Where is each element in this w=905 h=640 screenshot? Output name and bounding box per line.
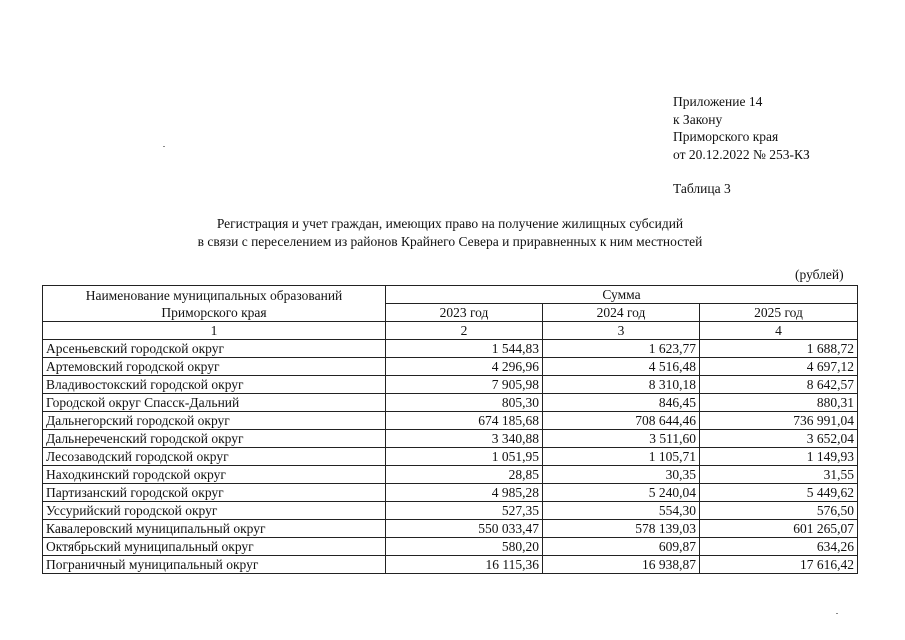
amount-2025: 1 688,72 xyxy=(700,340,858,358)
amount-2023: 3 340,88 xyxy=(386,430,543,448)
annex-line: Приложение 14 xyxy=(673,94,763,109)
amount-2024: 846,45 xyxy=(543,394,700,412)
amount-2023: 674 185,68 xyxy=(386,412,543,430)
municipality-name: Партизанский городской округ xyxy=(43,484,386,502)
amount-2023: 527,35 xyxy=(386,502,543,520)
amount-2023: 16 115,36 xyxy=(386,556,543,574)
table-row xyxy=(43,520,858,538)
amount-2023: 7 905,98 xyxy=(386,376,543,394)
municipality-name: Находкинский городской округ xyxy=(43,466,386,484)
amount-2023: 1 051,95 xyxy=(386,448,543,466)
municipality-name: Уссурийский городской округ xyxy=(43,502,386,520)
scan-speck xyxy=(163,146,165,147)
annex-line: Приморского края xyxy=(673,129,779,144)
amount-2025: 8 642,57 xyxy=(700,376,858,394)
title-line: Регистрация и учет граждан, имеющих право на получение жилищных субсидий xyxy=(216,216,684,231)
column-number: 1 xyxy=(43,322,386,340)
year-2025-header: 2025 год xyxy=(700,304,858,322)
table-row xyxy=(43,448,858,466)
column-number: 4 xyxy=(700,322,858,340)
document-title xyxy=(100,215,800,250)
sum-column-header: Сумма xyxy=(386,286,858,304)
annex-line: к Закону xyxy=(673,111,723,127)
table-row xyxy=(43,340,858,358)
amount-2024: 554,30 xyxy=(543,502,700,520)
column-number: 2 xyxy=(386,322,543,340)
amount-2024: 1 105,71 xyxy=(543,448,700,466)
municipality-name: Дальнереченский городской округ xyxy=(43,430,386,448)
subsidy-table xyxy=(42,285,858,574)
table-row xyxy=(43,358,858,376)
municipality-name: Дальнегорский городской округ xyxy=(43,412,386,430)
table-row xyxy=(43,484,858,502)
amount-2025: 5 449,62 xyxy=(700,484,858,502)
amount-2023: 4 296,96 xyxy=(386,358,543,376)
amount-2024: 30,35 xyxy=(543,466,700,484)
amount-2023: 4 985,28 xyxy=(386,484,543,502)
column-number: 3 xyxy=(543,322,700,340)
amount-2025: 880,31 xyxy=(700,394,858,412)
amount-2023: 805,30 xyxy=(386,394,543,412)
municipality-name: Кавалеровский муниципальный округ xyxy=(43,520,386,538)
amount-2024: 8 310,18 xyxy=(543,376,700,394)
amount-2024: 1 623,77 xyxy=(543,340,700,358)
year-2024-header: 2024 год xyxy=(543,304,700,322)
header-line: Приморского края xyxy=(161,304,267,320)
municipality-name: Пограничный муниципальный округ xyxy=(43,556,386,574)
municipality-name: Лесозаводский городской округ xyxy=(43,448,386,466)
amount-2024: 609,87 xyxy=(543,538,700,556)
amount-2024: 16 938,87 xyxy=(543,556,700,574)
amount-2025: 736 991,04 xyxy=(700,412,858,430)
amount-2025: 576,50 xyxy=(700,502,858,520)
scan-speck xyxy=(836,613,838,614)
table-row xyxy=(43,556,858,574)
amount-2025: 4 697,12 xyxy=(700,358,858,376)
municipality-name: Октябрьский муниципальный округ xyxy=(43,538,386,556)
table-row xyxy=(43,430,858,448)
amount-2025: 31,55 xyxy=(700,466,858,484)
amount-2024: 3 511,60 xyxy=(543,430,700,448)
table-number: Таблица 3 xyxy=(673,181,731,196)
amount-2023: 580,20 xyxy=(386,538,543,556)
amount-2025: 17 616,42 xyxy=(700,556,858,574)
unit-label: (рублей) xyxy=(795,267,844,282)
title-line: в связи с переселением из районов Крайнего Севера и приравненных к ним местностей xyxy=(197,233,703,249)
municipality-name: Городской округ Спасск-Дальний xyxy=(43,394,386,412)
table-row xyxy=(43,412,858,430)
amount-2023: 28,85 xyxy=(386,466,543,484)
amount-2024: 5 240,04 xyxy=(543,484,700,502)
municipality-name: Артемовский городской округ xyxy=(43,358,386,376)
table-row xyxy=(43,394,858,412)
header-line: Наименование муниципальных образований xyxy=(85,287,343,303)
amount-2023: 550 033,47 xyxy=(386,520,543,538)
amount-2025: 3 652,04 xyxy=(700,430,858,448)
table-row xyxy=(43,538,858,556)
table-row xyxy=(43,466,858,484)
municipality-name: Арсеньевский городской округ xyxy=(43,340,386,358)
table-row xyxy=(43,376,858,394)
amount-2024: 578 139,03 xyxy=(543,520,700,538)
amount-2025: 601 265,07 xyxy=(700,520,858,538)
amount-2023: 1 544,83 xyxy=(386,340,543,358)
municipality-column-header xyxy=(43,286,386,322)
amount-2025: 634,26 xyxy=(700,538,858,556)
amount-2024: 4 516,48 xyxy=(543,358,700,376)
amount-2024: 708 644,46 xyxy=(543,412,700,430)
table-row xyxy=(43,502,858,520)
municipality-name: Владивостокский городской округ xyxy=(43,376,386,394)
amount-2025: 1 149,93 xyxy=(700,448,858,466)
annex-line: от 20.12.2022 № 253-КЗ xyxy=(673,146,810,162)
year-2023-header: 2023 год xyxy=(386,304,543,322)
annex-block xyxy=(673,93,810,163)
